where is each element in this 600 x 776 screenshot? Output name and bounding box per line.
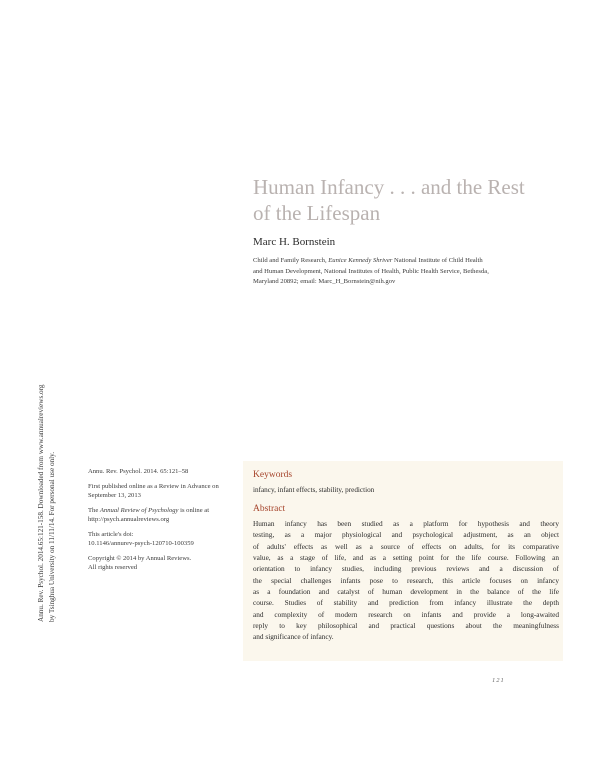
affiliation-line-1-b: National Institute of Child Health xyxy=(392,257,483,264)
doi[interactable]: 10.1146/annurev-psych-120710-100359 xyxy=(88,540,194,547)
doi-block xyxy=(88,530,238,548)
citation: Annu. Rev. Psychol. 2014. 65:121–58 xyxy=(88,468,189,475)
abstract-line: as a foundation and catalyst of human development in the balance of the life xyxy=(253,587,559,597)
citation-block xyxy=(88,467,238,476)
online-block xyxy=(88,506,238,524)
abstract-heading: Abstract xyxy=(253,504,286,514)
affiliation-line-1 xyxy=(253,256,553,267)
abstract-line: testing, as a major physiological and psychological adjustment, as an object xyxy=(253,530,559,540)
first-published-block xyxy=(88,482,238,500)
affiliation-line-1-italic: Eunice Kennedy Shriver xyxy=(328,257,393,264)
article-metadata xyxy=(88,467,238,578)
abstract-line: value, as a stage of life, and as a setting point for the life course. Following an xyxy=(253,553,559,563)
abstract-line: the special challenges infants pose to research, this article focuses on infancy xyxy=(253,575,559,585)
first-published-line-2: September 13, 2013 xyxy=(88,492,141,499)
author-affiliation xyxy=(253,256,553,288)
first-published-line-1: First published online as a Review in Advance on xyxy=(88,483,219,490)
article-title-line-1: Human Infancy . . . and the Rest xyxy=(253,175,525,199)
article-title xyxy=(253,174,573,226)
author-name: Marc H. Bornstein xyxy=(253,236,336,248)
rights: All rights reserved xyxy=(88,564,138,571)
download-notice xyxy=(36,262,80,622)
affiliation-line-3: Maryland 20892; email: Marc_H_Bornstein@nih.gov xyxy=(253,278,396,285)
download-notice-line-2: by Tsinghua University on 11/11/14. For personal use only. xyxy=(48,451,56,622)
online-line-1-b: is online at xyxy=(178,507,210,514)
abstract-line: and complexity of modern research on infants and provide a long-awaited xyxy=(253,609,559,619)
journal-url[interactable]: http://psych.annualreviews.org xyxy=(88,516,170,523)
online-line-1-a: The xyxy=(88,507,100,514)
journal-name: Annual Review of Psychology xyxy=(99,507,179,514)
copyright: Copyright © 2014 by Annual Reviews. xyxy=(88,555,192,562)
abstract-line: reply to key philosophical and practical questions about the meaningfulness xyxy=(253,621,559,631)
page-number: 121 xyxy=(492,677,505,684)
abstract-line: orientation to infancy studies, including previous reviews and a discussion of xyxy=(253,564,559,574)
copyright-block xyxy=(88,554,238,572)
keywords-text: infancy, infant effects, stability, prediction xyxy=(253,486,375,494)
affiliation-line-2: and Human Development, National Institutes of Health, Public Health Service, Bethesda, xyxy=(253,267,489,275)
abstract-line: Human infancy has been studied as a platform for hypothesis and theory xyxy=(253,519,559,528)
abstract-text xyxy=(253,518,559,643)
doi-label: This article's doi: xyxy=(88,531,134,538)
abstract-line: of adults' effects as well as a source of effects on adults, for its comparative xyxy=(253,541,559,551)
online-line-1 xyxy=(88,506,238,515)
abstract-line: and significance of infancy. xyxy=(253,632,334,642)
download-notice-line-1: Annu. Rev. Psychol. 2014.65:121-158. Downloaded from www.annualreviews.org xyxy=(37,384,45,622)
article-title-line-2: of the Lifespan xyxy=(253,201,381,225)
abstract-line: course. Studies of stability and prediction from infancy illustrate the depth xyxy=(253,598,559,608)
keywords-heading: Keywords xyxy=(253,470,293,480)
affiliation-line-1-a: Child and Family Research, xyxy=(253,257,329,264)
